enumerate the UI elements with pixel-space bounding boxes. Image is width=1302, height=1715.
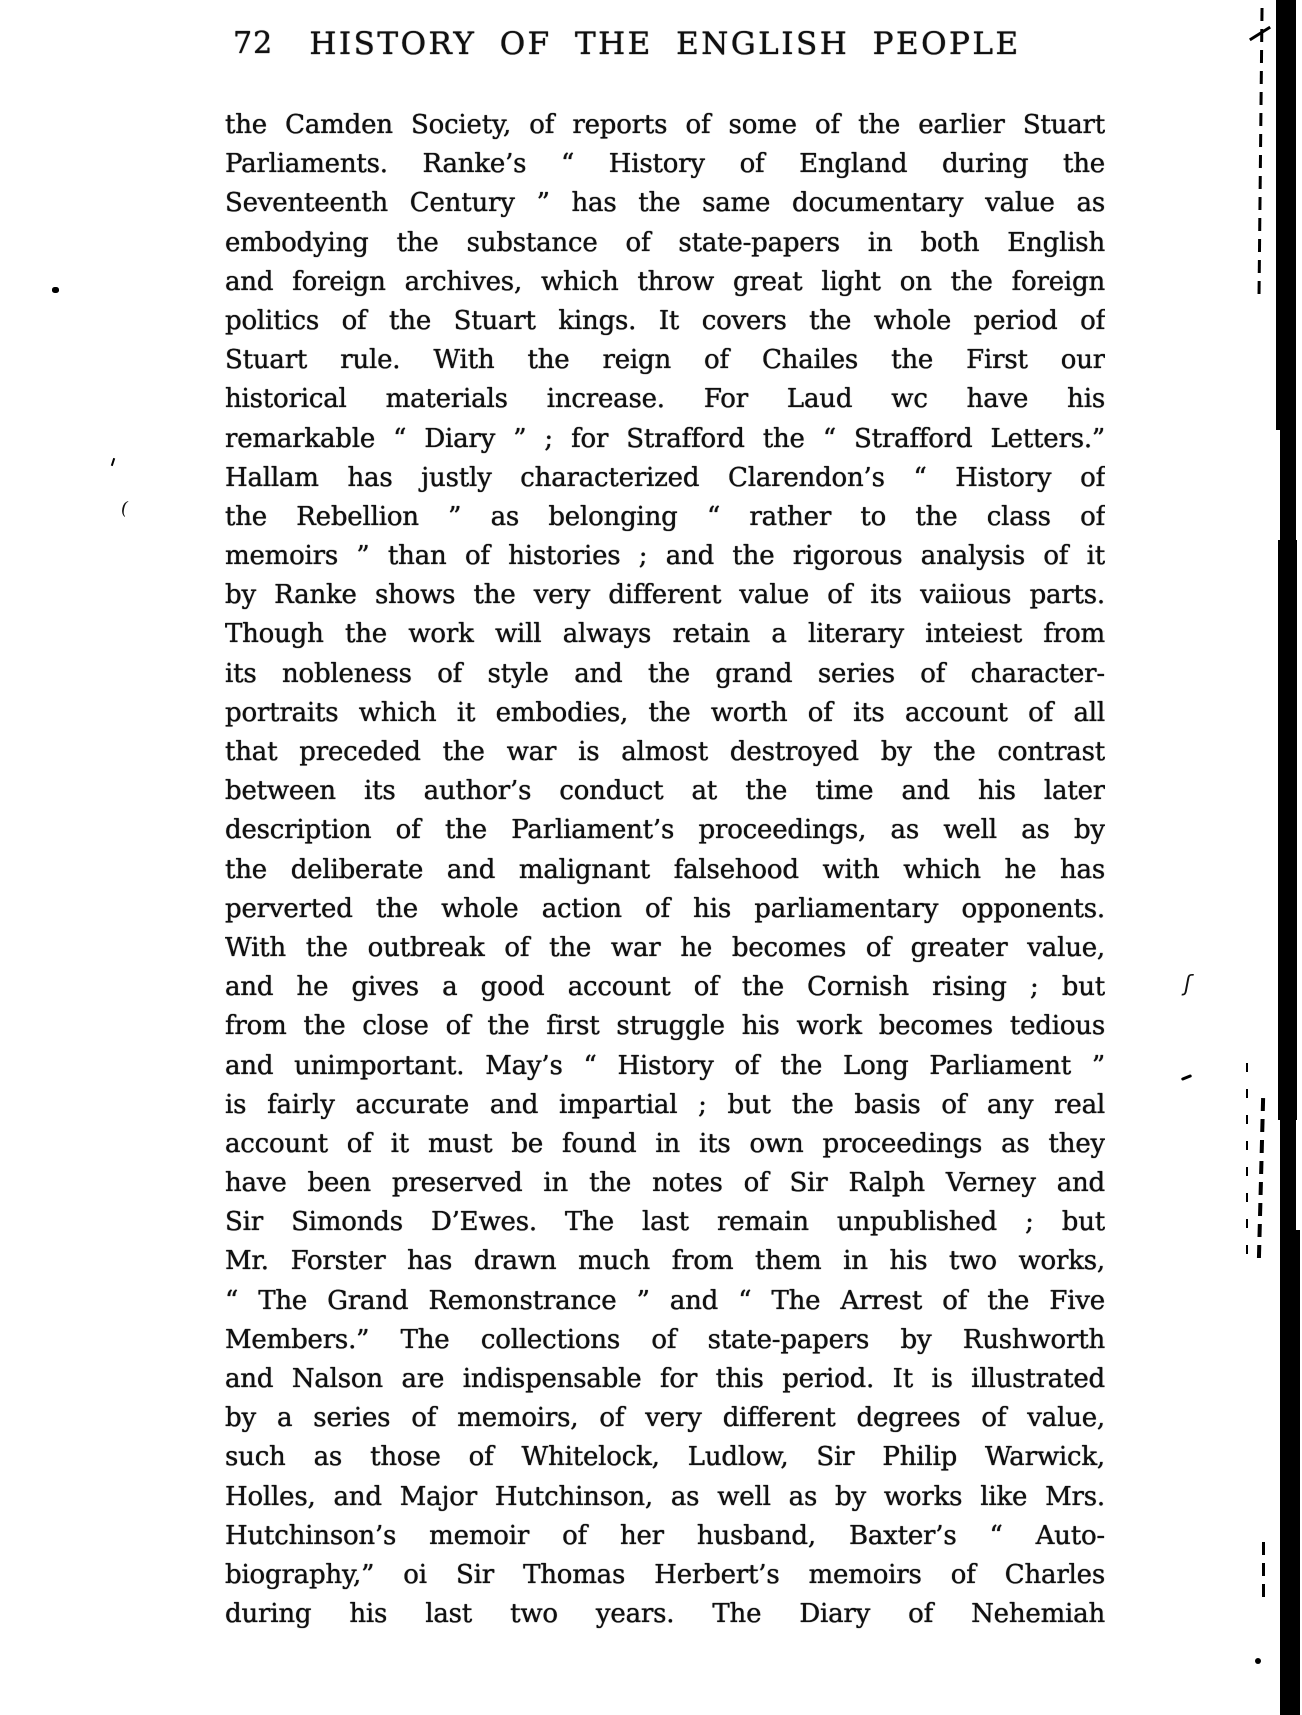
text-line: and Nalson are indispensable for this period. It is illustrated (225, 1364, 1105, 1394)
text-line: by Ranke shows the very different value of its vaiious parts. (225, 580, 1105, 611)
text-line: embodying the substance of state-papers in both English (225, 227, 1105, 258)
page-number: 72 (233, 26, 274, 61)
page-header (225, 26, 1105, 66)
text-line: Seventeenth Century ” has the same documentary value as (225, 188, 1105, 219)
text-line: Members.” The collections of state-papers by Rushworth (225, 1324, 1105, 1355)
scan-squiggle-mid-a (1246, 1063, 1248, 1260)
text-line: its nobleness of style and the grand series of character- (225, 658, 1105, 689)
text-line: such as those of Whitelock, Ludlow, Sir Philip Warwick, (225, 1442, 1105, 1473)
text-line: the Camden Society, of reports of some of the earlier Stuart (225, 110, 1105, 140)
text-line: With the outbreak of the war he becomes of greater value, (225, 932, 1105, 963)
scan-squiggle-mid-b (1257, 1098, 1265, 1260)
text-line: “ The Grand Remonstrance ” and “ The Arrest of the Five (225, 1285, 1105, 1316)
text-line: Hallam has justly characterized Clarendon’s “ History of (225, 462, 1105, 493)
scan-f-mark: ʃ (1184, 972, 1192, 997)
scan-speck-bottom-right (1255, 1658, 1261, 1664)
text-line: and he gives a good account of the Cornish rising ; but (225, 972, 1105, 1003)
scan-squiggle-bottom (1262, 1542, 1265, 1600)
text-line: Holles, and Major Hutchinson, as well as by works like Mrs. (225, 1481, 1105, 1512)
text-line: is fairly accurate and impartial ; but the basis of any real (225, 1089, 1105, 1120)
text-line: historical materials increase. For Laud wc have his (225, 384, 1105, 415)
text-line: have been preserved in the notes of Sir Ralph Verney and (225, 1168, 1105, 1199)
scan-edge-bar-mid (1278, 540, 1297, 1120)
scan-tick-mark (1181, 1074, 1192, 1081)
text-line: Parliaments. Ranke’s “ History of England during the (225, 149, 1105, 180)
text-line: and foreign archives, which throw great light on the foreign (225, 266, 1105, 297)
text-line: and unimportant. May’s “ History of the Long Parliament ” (225, 1050, 1105, 1081)
scan-edge-bar-bottom (1283, 1230, 1300, 1715)
text-line: account of it must be found in its own proceedings as they (225, 1128, 1105, 1159)
text-line: perverted the whole action of his parliamentary opponents. (225, 893, 1105, 924)
scan-curve-left: ( (118, 497, 131, 520)
scan-speck-left (52, 287, 59, 293)
body-text-block (225, 106, 1105, 1634)
text-line: remarkable “ Diary ” ; for Strafford the “ Strafford Letters.” (225, 423, 1105, 454)
text-line: Mr. Forster has drawn much from them in his two works, (225, 1246, 1105, 1277)
page-title: HISTORY OF THE ENGLISH PEOPLE (309, 26, 1021, 62)
text-line: from the close of the first struggle his work becomes tedious (225, 1011, 1105, 1042)
text-line: memoirs ” than of histories ; and the rigorous analysis of it (225, 541, 1105, 572)
text-line: that preceded the war is almost destroyed by the contrast (225, 737, 1105, 767)
text-line: Sir Simonds D’Ewes. The last remain unpublished ; but (225, 1207, 1105, 1238)
text-line: the deliberate and malignant falsehood with which he has (225, 854, 1105, 885)
text-line: Though the work will always retain a literary inteiest from (225, 619, 1105, 650)
scan-tick-left (111, 458, 115, 466)
text-line: by a series of memoirs, of very different degrees of value, (225, 1403, 1105, 1434)
text-line: politics of the Stuart kings. It covers the whole period of (225, 305, 1105, 336)
scan-squiggle-top (1257, 8, 1263, 300)
text-line: biography,” oi Sir Thomas Herbert’s memoirs of Charles (225, 1559, 1105, 1590)
text-line: during his last two years. The Diary of Nehemiah (225, 1599, 1105, 1630)
text-line: Stuart rule. With the reign of Chailes the First our (225, 345, 1105, 376)
text-line: Hutchinson’s memoir of her husband, Baxter’s “ Auto- (225, 1520, 1105, 1551)
text-line: the Rebellion ” as belonging “ rather to the class of (225, 501, 1105, 532)
text-line: between its author’s conduct at the time and his later (225, 776, 1105, 807)
scan-edge-bar-top (1276, 0, 1289, 430)
text-line: portraits which it embodies, the worth of its account of all (225, 697, 1105, 728)
text-line: description of the Parliament’s proceedings, as well as by (225, 815, 1105, 846)
